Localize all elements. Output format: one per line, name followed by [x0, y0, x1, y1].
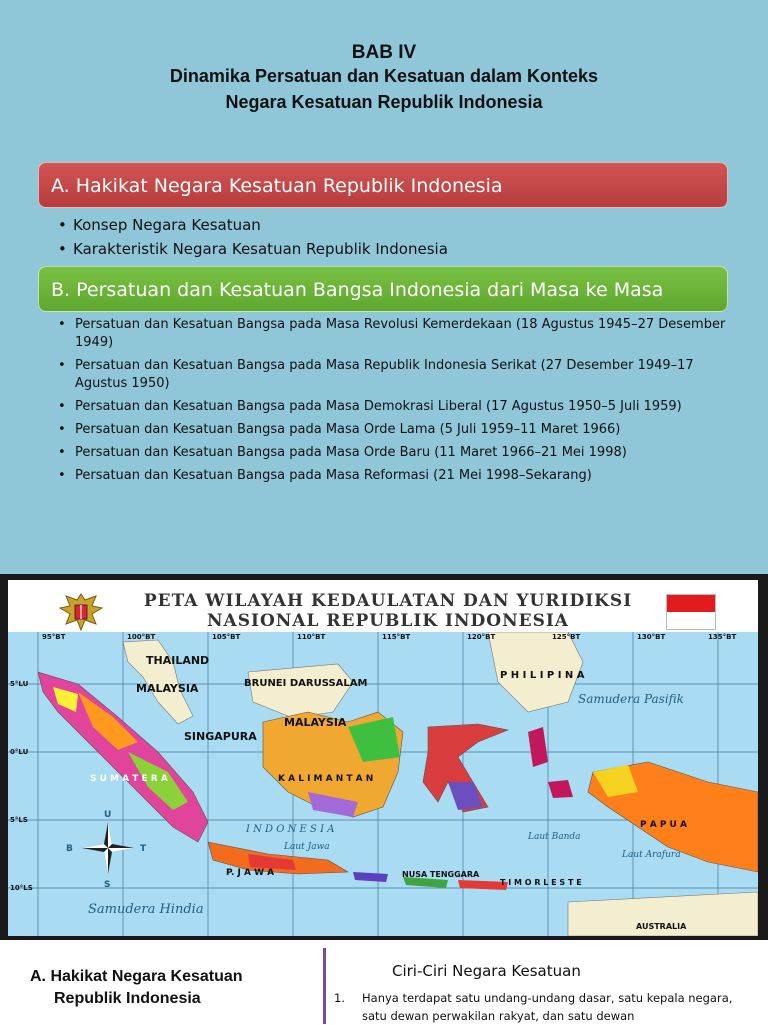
- label-brunei: BRUNEI DARUSSALAM: [244, 678, 368, 689]
- label-lon-120: 120°BT: [467, 633, 496, 641]
- list-item: • Persatuan dan Kesatuan Bangsa pada Masa Demokrasi Liberal (17 Agustus 1950–5 Juli 1959): [58, 398, 728, 416]
- label-laut-jawa: Laut Jawa: [284, 842, 330, 852]
- map-drawing: [8, 632, 758, 936]
- indonesia-map: [8, 580, 758, 936]
- garuda-emblem-icon: [56, 590, 106, 634]
- list-item: • Karakteristik Negara Kesatuan Republik Indonesia: [58, 237, 748, 261]
- map-title-line-2: NASIONAL REPUBLIK INDONESIA: [207, 611, 569, 631]
- compass-u: U: [104, 810, 112, 820]
- label-lon-100: 100°BT: [127, 633, 156, 641]
- label-nusa-tenggara: NUSA TENGGARA: [402, 870, 480, 879]
- slide-chapter-title: BAB IV: [351, 42, 417, 63]
- list-item: • Persatuan dan Kesatuan Bangsa pada Masa Orde Baru (11 Maret 1966–21 Mei 1998): [58, 444, 728, 462]
- label-lon-135: 135°BT: [708, 633, 737, 641]
- label-laut-arafura: Laut Arafura: [622, 850, 681, 860]
- indonesia-flag-icon: [666, 594, 716, 630]
- slide-title-line-1: Dinamika Persatuan dan Kesatuan dalam Konteks: [169, 66, 599, 86]
- label-samudera-hindia: Samudera Hindia: [88, 902, 204, 917]
- map-slide: [0, 574, 768, 940]
- label-lon-110: 110°BT: [297, 633, 326, 641]
- item-number: 1.: [334, 991, 345, 1005]
- label-lat-5ls: 5°LS: [10, 816, 28, 824]
- divider: [323, 948, 326, 1024]
- label-lon-105: 105°BT: [212, 633, 241, 641]
- list-item: • Konsep Negara Kesatuan: [58, 213, 748, 237]
- slide-ciri-ciri: [0, 940, 768, 1024]
- list-item: • Persatuan dan Kesatuan Bangsa pada Masa Revolusi Kemerdekaan (18 Agustus 1945–27 Desember 1949): [58, 316, 728, 352]
- label-singapura: SINGAPURA: [184, 730, 257, 743]
- label-malaysia-east: MALAYSIA: [284, 716, 347, 729]
- label-australia: AUSTRALIA: [636, 922, 687, 931]
- list-item: [334, 989, 754, 1025]
- compass-rose-icon: [80, 820, 136, 876]
- label-malaysia-west: MALAYSIA: [136, 682, 199, 695]
- slide3-heading-line-1: A. Hakikat Negara Kesatuan: [30, 968, 243, 985]
- map-title-line-1: PETA WILAYAH KEDAULATAN DAN YURIDIKSI: [143, 591, 633, 611]
- section-a-heading: A. Hakikat Negara Kesatuan Republik Indonesia: [38, 162, 728, 208]
- label-lat-10ls: 10°LS: [10, 884, 33, 892]
- section-a-list: [58, 213, 748, 261]
- list-item: • Persatuan dan Kesatuan Bangsa pada Masa Republik Indonesia Serikat (27 Desember 1949–17 Agustus 1950): [58, 357, 728, 393]
- label-lon-130: 130°BT: [637, 633, 666, 641]
- label-lon-115: 115°BT: [382, 633, 411, 641]
- label-timor-leste: T I M O R L E S T E: [500, 878, 582, 887]
- label-papua: P A P U A: [640, 820, 687, 830]
- slide3-heading: [30, 966, 310, 1010]
- label-lon-95: 95°BT: [42, 633, 66, 641]
- label-laut-banda: Laut Banda: [528, 832, 581, 842]
- section-b-heading: B. Persatuan dan Kesatuan Bangsa Indonesia dari Masa ke Masa: [38, 266, 728, 312]
- label-filipina: P H I L I P I N A: [500, 670, 585, 681]
- label-sumatera: S U M A T E R A: [90, 774, 168, 784]
- label-jawa: P. J A W A: [226, 868, 275, 878]
- label-samudera-pasifik: Samudera Pasifik: [578, 692, 684, 706]
- label-thailand: THAILAND: [146, 654, 210, 667]
- slide3-heading-line-2: Republik Indonesia: [54, 990, 201, 1007]
- label-indonesia: I N D O N E S I A: [246, 824, 335, 835]
- label-kalimantan: K A L I M A N T A N: [278, 774, 374, 784]
- label-lat-0lu: 0°LU: [10, 748, 29, 756]
- compass-b: B: [66, 844, 73, 854]
- label-lat-5lu: 5°LU: [10, 680, 29, 688]
- list-item: • Persatuan dan Kesatuan Bangsa pada Masa Reformasi (21 Mei 1998–Sekarang): [58, 467, 728, 485]
- slide-title-line-2: Negara Kesatuan Republik Indonesia: [225, 92, 543, 112]
- slide3-right-title: Ciri-Ciri Negara Kesatuan: [392, 962, 581, 980]
- section-b-list: [58, 316, 728, 490]
- compass-s: S: [104, 880, 111, 890]
- list-item: • Persatuan dan Kesatuan Bangsa pada Masa Orde Lama (5 Juli 1959–11 Maret 1966): [58, 421, 728, 439]
- compass-t: T: [140, 844, 147, 854]
- item-text: Hanya terdapat satu undang-undang dasar, satu kepala negara, satu dewan perwakilan rakyat, dan satu dewan: [362, 991, 733, 1023]
- label-lon-125: 125°BT: [552, 633, 581, 641]
- map-header: [8, 580, 758, 632]
